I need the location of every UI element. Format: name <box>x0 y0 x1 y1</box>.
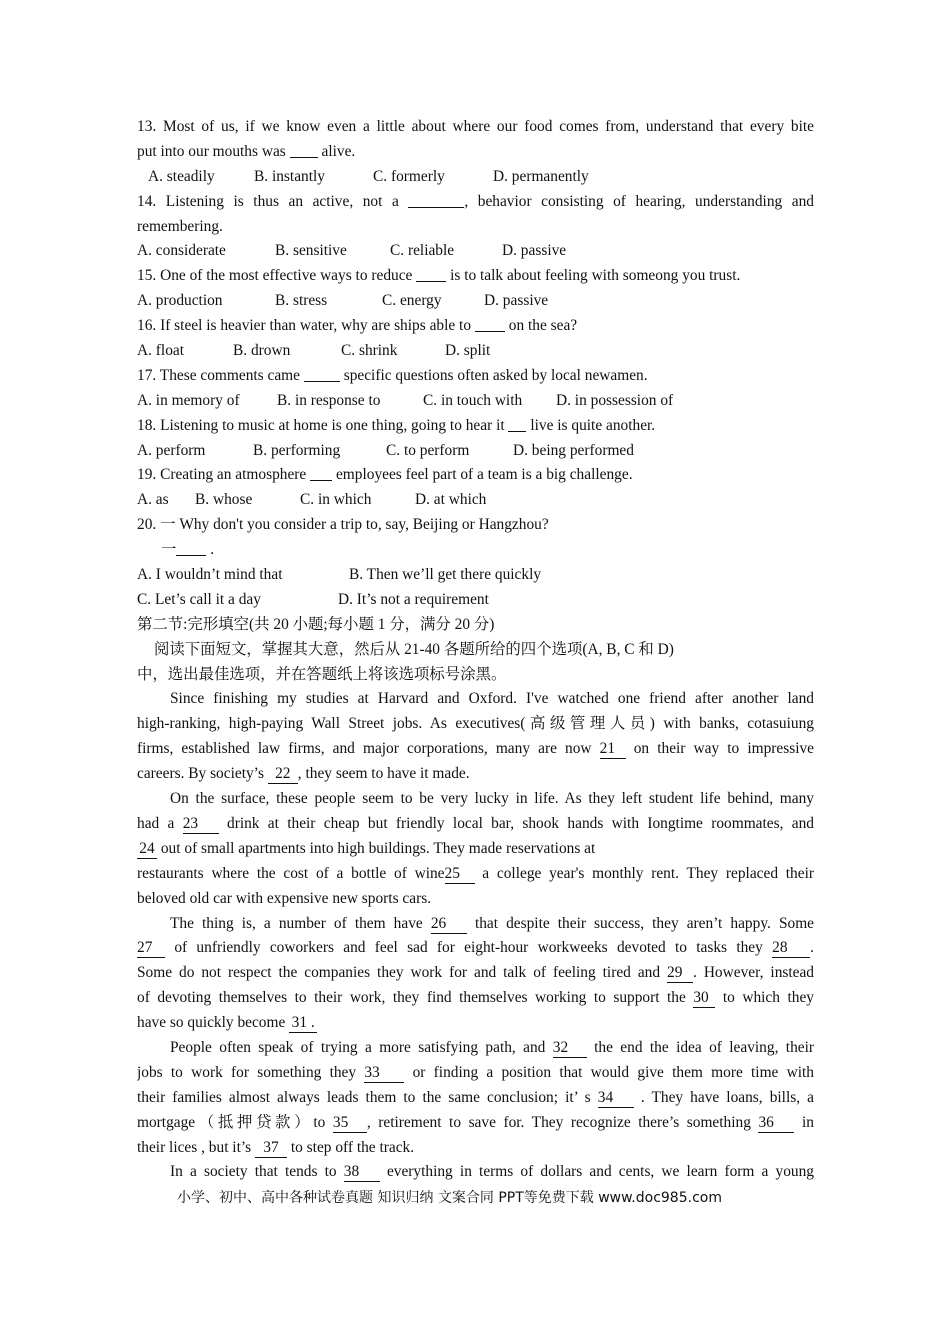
blank-36: 36 <box>758 1114 794 1133</box>
blank-35: 35 <box>333 1114 367 1133</box>
blank-25: 25 <box>445 865 475 884</box>
option-b: B. whose <box>195 491 253 509</box>
passage-p3-line1: The thing is, a number of them have 26 that despite their success, they aren’t happy. Some <box>170 914 814 932</box>
blank-31: 31 . <box>289 1014 317 1033</box>
passage-p2-line5: beloved old car with expensive new sports cars. <box>137 889 432 907</box>
passage-p3-line5: have so quickly become 31 . <box>137 1011 814 1036</box>
option-d: D. in possession of <box>556 391 674 409</box>
option-a: A. production <box>137 292 223 310</box>
option-a: A. as <box>137 491 169 509</box>
option-c: C. to perform <box>386 441 470 459</box>
passage-p2-line1: On the surface, these people seem to be very lucky in life. As they left student life behind, many <box>170 790 814 808</box>
option-b: B. instantly <box>254 167 325 185</box>
answer-blank <box>290 141 318 158</box>
passage-p4-line2: jobs to work for something they 33 or finding a position that would give them more time with <box>137 1063 814 1081</box>
blank-37: 37 <box>255 1139 287 1158</box>
passage-p1-line3: firms, established law firms, and major corporations, many are now 21 on their way to impressive <box>137 740 814 758</box>
passage-p4-line5: their lices , but it’s 37 to step off the track. <box>137 1138 415 1156</box>
option-a: A. considerate <box>137 242 226 260</box>
answer-blank <box>310 464 332 481</box>
option-d: D. passive <box>484 292 549 310</box>
blank-34: 34 <box>598 1089 634 1108</box>
q20-response: 一 . <box>161 541 215 559</box>
option-a: A. steadily <box>148 167 215 185</box>
section-instruction-2: 中，选出最佳选项，并在答题纸上将该选项标号涂黑。 <box>137 665 507 683</box>
passage-p3-line4: of devoting themselves to their work, they find themselves working to support the 30 to which they <box>137 989 814 1007</box>
blank-26: 26 <box>431 915 467 934</box>
blank-33: 33 <box>364 1064 404 1083</box>
option-b: B. Then we’ll get there quickly <box>349 566 542 584</box>
option-a: A. perform <box>137 441 206 459</box>
passage-p4-line4: mortgage（抵押贷款）to 35 , retirement to save for. They recognize there’s something 36 in <box>137 1113 814 1131</box>
passage-p1-line4: careers. By society’s 22 , they seem to have it made. <box>137 765 470 783</box>
answer-blank <box>416 265 446 282</box>
blank-22: 22 <box>268 765 298 784</box>
answer-blank <box>508 415 526 432</box>
passage-p3-line3: Some do not respect the companies they work for and talk of feeling tired and 29 . However, instead <box>137 964 814 982</box>
option-c: C. Let’s call it a day <box>137 590 261 608</box>
passage-p4-line1: People often speak of trying a more satisfying path, and 32 the end the idea of leaving, their <box>170 1038 814 1056</box>
q20-options-row2 <box>137 588 814 613</box>
blank-21: 21 <box>600 740 626 759</box>
blank-38: 38 <box>344 1163 380 1182</box>
blank-29: 29 <box>667 964 693 983</box>
q13-options <box>137 165 814 190</box>
passage-p1-line2: high-ranking, high-paying Wall Street jobs. As executives(高级管理人员) with banks, cotasuiung <box>137 715 814 733</box>
q18-options <box>137 439 814 464</box>
q16-stem: 16. If steel is heavier than water, why are ships able to on the sea? <box>137 317 578 335</box>
q15-stem: 15. One of the most effective ways to reduce is to talk about feeling with someong you trust. <box>137 267 741 285</box>
q20-options-row1 <box>137 563 814 588</box>
q16-options <box>137 339 814 364</box>
option-b: B. drown <box>233 342 291 360</box>
passage-p4-line3: their families almost always leads them to the same conclusion; it’ s 34 . They have loans, bills, a <box>137 1088 814 1106</box>
q19-options <box>137 488 814 513</box>
q15-options <box>137 289 814 314</box>
q17-options <box>137 389 814 414</box>
passage-p2-line2: had a 23 drink at their cheap but friendly local bar, shook hands with Iongtime roommates, and <box>137 814 814 832</box>
option-c: C. formerly <box>373 167 445 185</box>
q14-stem-line1: 14. Listening is thus an active, not a , behavior consisting of hearing, understanding and <box>137 192 814 210</box>
option-b: B. sensitive <box>275 242 347 260</box>
option-d: D. It’s not a requirement <box>338 590 489 608</box>
answer-blank <box>408 191 464 208</box>
option-d: D. passive <box>502 242 567 260</box>
option-c: C. energy <box>382 292 442 310</box>
option-a: A. I wouldn’t mind that <box>137 566 283 584</box>
section-instruction-1: 阅读下面短文，掌握其大意，然后从 21-40 各题所给的四个选项(A, B, C 和 D) <box>154 640 674 658</box>
passage-p5-line1: In a society that tends to 38 everything in terms of dollars and cents, we learn form a young <box>170 1163 814 1181</box>
option-c: C. shrink <box>341 342 398 360</box>
option-c: C. in touch with <box>423 391 523 409</box>
option-c: C. in which <box>300 491 372 509</box>
q19-stem: 19. Creating an atmosphere employees feel part of a team is a big challenge. <box>137 466 633 484</box>
blank-30: 30 <box>693 989 715 1008</box>
option-a: A. float <box>137 342 185 360</box>
q13-stem-line2: put into our mouths was alive. <box>137 142 356 160</box>
answer-blank <box>176 539 206 556</box>
passage-p3-line2: 27 of unfriendly coworkers and feel sad for eight-hour workweeks devoted to tasks they 28 . <box>137 939 814 957</box>
option-b: B. stress <box>275 292 328 310</box>
passage-p1-line1: Since finishing my studies at Harvard and Oxford. I've watched one friend after another land <box>170 690 814 708</box>
section-title: 第二节:完形填空(共 20 小题;每小题 1 分，满分 20 分) <box>137 615 495 633</box>
option-d: D. split <box>445 342 491 360</box>
blank-32: 32 <box>553 1039 587 1058</box>
passage-p2-line3: 24 out of small apartments into high buildings. They made reservations at <box>137 837 814 862</box>
option-a: A. in memory of <box>137 391 240 409</box>
blank-23: 23 <box>183 815 219 834</box>
option-d: D. being performed <box>513 441 634 459</box>
q18-stem: 18. Listening to music at home is one thing, going to hear it live is quite another. <box>137 416 656 434</box>
option-b: B. in response to <box>277 391 381 409</box>
answer-blank <box>304 365 340 382</box>
blank-28: 28 <box>772 939 810 958</box>
q17-stem: 17. These comments came specific questions often asked by local newamen. <box>137 366 648 384</box>
answer-blank <box>475 315 505 332</box>
blank-24: 24 <box>137 840 157 859</box>
option-d: D. permanently <box>493 167 589 185</box>
passage-p2-line4: restaurants where the cost of a bottle of wine25 a college year's monthly rent. They replaced their <box>137 864 814 882</box>
page-footer: 小学、初中、高中各种试卷真题 知识归纳 文案合同 PPT等免费下载 www.doc985.com <box>177 1190 722 1206</box>
option-b: B. performing <box>253 441 341 459</box>
option-d: D. at which <box>415 491 487 509</box>
blank-27: 27 <box>137 939 165 958</box>
q20-stem: 20. 一 Why don't you consider a trip to, say, Beijing or Hangzhou? <box>137 516 549 534</box>
q14-stem-line2: remembering. <box>137 217 223 235</box>
q14-options <box>137 239 814 264</box>
exam-page <box>137 115 814 1185</box>
option-c: C. reliable <box>390 242 455 260</box>
q13-stem-line1: 13. Most of us, if we know even a little about where our food comes from, understand that every bite <box>137 118 814 135</box>
